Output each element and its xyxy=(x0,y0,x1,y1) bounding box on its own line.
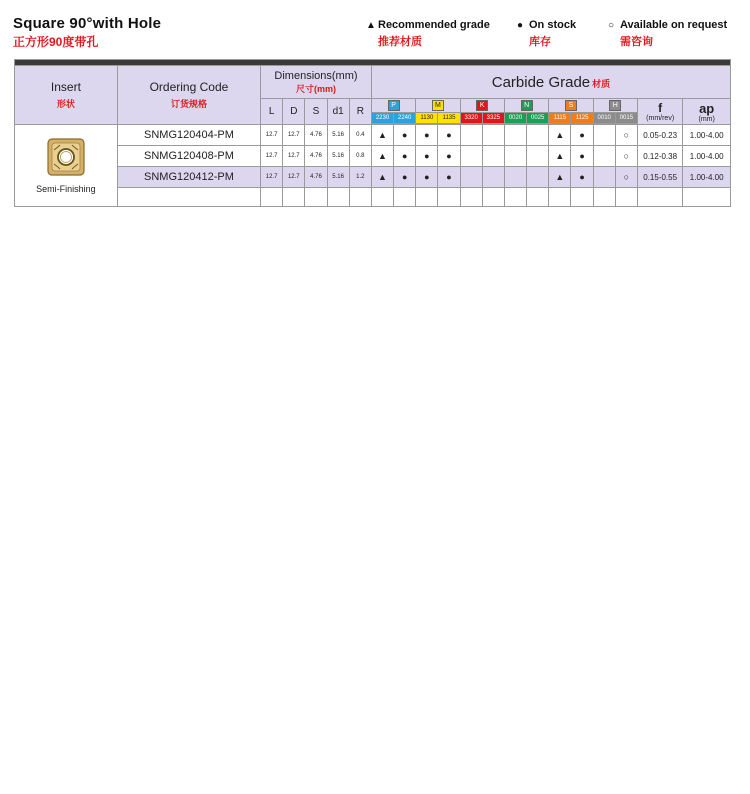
grade-mark xyxy=(593,167,615,188)
material-badge-s: S xyxy=(565,100,577,111)
grade-mark: ● xyxy=(394,167,416,188)
table-row xyxy=(15,125,731,146)
grade-code: 1135 xyxy=(438,113,460,124)
dim-value: 5.16 xyxy=(327,125,349,146)
legend-on-request-label: Available on request xyxy=(620,19,728,31)
dim-value: 12.7 xyxy=(283,167,305,188)
material-group-n xyxy=(504,99,548,113)
material-badge-n: N xyxy=(521,100,533,111)
grade-code: 3320 xyxy=(460,113,482,124)
triangle-icon: ▲ xyxy=(366,20,376,31)
grade-mark: ○ xyxy=(615,125,637,146)
grade-mark: ● xyxy=(394,125,416,146)
product-table xyxy=(14,59,731,207)
dimensions-header-label: Dimensions(mm) xyxy=(274,69,358,82)
dim-value: 4.76 xyxy=(305,146,327,167)
ap-value: 1.00-4.00 xyxy=(683,146,731,167)
dim-value: 12.7 xyxy=(261,167,283,188)
grade-code: 1130 xyxy=(416,113,438,124)
open-circle-icon: ○ xyxy=(608,20,615,31)
grade-mark xyxy=(527,125,549,146)
grade-mark: ● xyxy=(571,167,593,188)
page-title-cn: 正方形90度带孔 xyxy=(13,35,99,49)
ordering-code-header-cn: 订货规格 xyxy=(170,99,207,109)
grade-mark xyxy=(504,146,526,167)
grade-code: 2240 xyxy=(394,113,416,124)
insert-header xyxy=(15,66,118,125)
legend-recommended-cn: 推荐材质 xyxy=(378,36,422,48)
grade-mark: ● xyxy=(571,146,593,167)
table-row-empty xyxy=(15,188,731,207)
dim-col-d: D xyxy=(283,99,305,125)
dim-value: 12.7 xyxy=(261,125,283,146)
grade-mark: ▲ xyxy=(371,146,393,167)
page-title: Square 90°with Hole xyxy=(13,15,162,32)
grade-mark: ● xyxy=(416,125,438,146)
insert-type-label: Semi-Finishing xyxy=(36,184,96,194)
material-badge-h: H xyxy=(609,100,621,111)
ordering-code: SNMG120412-PM xyxy=(117,167,260,188)
material-badge-p: P xyxy=(388,100,400,111)
grade-mark xyxy=(527,146,549,167)
ap-header-label: ap xyxy=(699,100,715,116)
legend-on-request xyxy=(608,19,727,49)
grade-mark xyxy=(482,125,504,146)
ap-header xyxy=(683,99,731,125)
grade-mark xyxy=(460,167,482,188)
grade-code: 1115 xyxy=(549,113,571,124)
dim-col-d1: d1 xyxy=(327,99,349,125)
grade-mark xyxy=(504,125,526,146)
grade-code: 0025 xyxy=(527,113,549,124)
grade-mark xyxy=(460,146,482,167)
legend-recommended-label: Recommended grade xyxy=(378,19,490,31)
dim-col-r: R xyxy=(349,99,371,125)
dim-value: 1.2 xyxy=(349,167,371,188)
feed-value: 0.15-0.55 xyxy=(637,167,682,188)
dim-value: 12.7 xyxy=(283,125,305,146)
material-group-k xyxy=(460,99,504,113)
grade-mark: ● xyxy=(438,146,460,167)
grade-mark: ○ xyxy=(615,146,637,167)
insert-header-label: Insert xyxy=(50,80,81,94)
legend-on-stock xyxy=(517,19,576,49)
grade-mark: ▲ xyxy=(371,125,393,146)
material-group-h xyxy=(593,99,637,113)
filled-circle-icon: ● xyxy=(517,20,524,31)
material-group-p xyxy=(371,99,415,113)
dim-value: 5.16 xyxy=(327,146,349,167)
grade-mark xyxy=(527,167,549,188)
grade-code: 3325 xyxy=(482,113,504,124)
feed-value: 0.12-0.38 xyxy=(637,146,682,167)
carbide-grade-header xyxy=(371,66,730,99)
feed-value: 0.05-0.23 xyxy=(637,125,682,146)
dim-value: 12.7 xyxy=(261,146,283,167)
square-insert-icon xyxy=(46,137,86,177)
ap-value: 1.00-4.00 xyxy=(683,125,731,146)
dim-value: 4.76 xyxy=(305,125,327,146)
material-group-s xyxy=(549,99,593,113)
grade-mark: ● xyxy=(416,146,438,167)
feed-header-unit: (mm/rev) xyxy=(646,115,675,122)
ap-value: 1.00-4.00 xyxy=(683,167,731,188)
dim-value: 0.4 xyxy=(349,125,371,146)
dim-col-s: S xyxy=(305,99,327,125)
table-row xyxy=(15,167,731,188)
material-group-m xyxy=(416,99,460,113)
grade-mark: ● xyxy=(438,167,460,188)
grade-mark: ▲ xyxy=(549,125,571,146)
carbide-grade-header-label: Carbide Grade xyxy=(491,73,591,91)
dim-value: 0.8 xyxy=(349,146,371,167)
grade-mark: ● xyxy=(438,125,460,146)
insert-header-cn: 形状 xyxy=(56,99,75,109)
feed-header xyxy=(637,99,682,125)
ordering-code: SNMG120408-PM xyxy=(117,146,260,167)
grade-mark xyxy=(460,125,482,146)
grade-code: 2230 xyxy=(371,113,393,124)
material-badge-k: K xyxy=(476,100,488,111)
grade-mark: ▲ xyxy=(549,146,571,167)
ordering-code-header-label: Ordering Code xyxy=(149,80,229,94)
grade-mark xyxy=(593,125,615,146)
ordering-code-header xyxy=(117,66,260,125)
dimensions-header xyxy=(261,66,372,99)
grade-mark xyxy=(504,167,526,188)
table-row xyxy=(15,146,731,167)
grade-mark xyxy=(593,146,615,167)
insert-image-cell xyxy=(15,125,118,207)
grade-mark xyxy=(482,167,504,188)
grade-mark: ● xyxy=(394,146,416,167)
dim-value: 12.7 xyxy=(283,146,305,167)
legend-on-request-cn: 需咨询 xyxy=(620,36,653,48)
grade-code: 1125 xyxy=(571,113,593,124)
grade-mark xyxy=(482,146,504,167)
dim-value: 4.76 xyxy=(305,167,327,188)
grade-code: 0015 xyxy=(615,113,637,124)
dim-value: 5.16 xyxy=(327,167,349,188)
grade-mark: ● xyxy=(571,125,593,146)
ordering-code: SNMG120404-PM xyxy=(117,125,260,146)
legend-recommended xyxy=(366,19,490,49)
legend-on-stock-label: On stock xyxy=(529,19,577,31)
grade-mark: ○ xyxy=(615,167,637,188)
grade-code: 0010 xyxy=(593,113,615,124)
grade-mark: ● xyxy=(416,167,438,188)
legend-on-stock-cn: 库存 xyxy=(529,36,551,48)
grade-code: 0020 xyxy=(504,113,526,124)
ap-header-unit: (mm) xyxy=(698,115,715,123)
material-badge-m: M xyxy=(432,100,444,111)
carbide-grade-header-cn: 材质 xyxy=(592,78,611,89)
grade-mark: ▲ xyxy=(549,167,571,188)
dim-col-l: L xyxy=(261,99,283,125)
grade-mark: ▲ xyxy=(371,167,393,188)
feed-header-label: f xyxy=(658,101,663,115)
dimensions-header-cn: 尺寸(mm) xyxy=(295,83,336,94)
